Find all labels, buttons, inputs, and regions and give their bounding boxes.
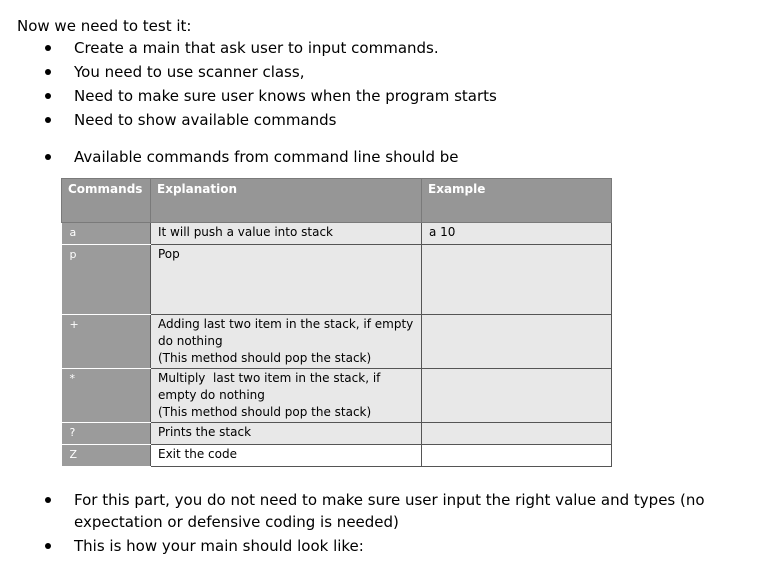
explanation-cell	[151, 445, 422, 467]
explanation-cell	[151, 369, 422, 423]
explanation-line: Adding last two item in the stack, if empty	[158, 317, 414, 331]
bullet-icon	[45, 497, 51, 503]
example-cell	[422, 369, 612, 423]
bullet-icon	[45, 543, 51, 549]
explanation-line: Prints the stack	[158, 425, 252, 439]
requirements-list	[0, 36, 497, 132]
explanation-line: It will push a value into stack	[158, 225, 334, 239]
explanation-line: Pop	[158, 247, 180, 261]
intro-text: Now we need to test it:	[17, 17, 192, 35]
list-item-text: Need to make sure user knows when the program starts	[74, 87, 497, 105]
list-item	[0, 36, 497, 60]
explanation-line: empty do nothing	[158, 388, 265, 402]
table-row	[62, 445, 612, 467]
example-cell	[422, 315, 612, 369]
command-cell: +	[62, 315, 151, 369]
list-item	[0, 489, 754, 533]
table-row	[62, 369, 612, 423]
explanation-cell	[151, 245, 422, 315]
list-item	[0, 60, 497, 84]
table-row	[62, 223, 612, 245]
list-item	[0, 108, 497, 132]
example-cell	[422, 245, 612, 315]
explanation-line: do nothing	[158, 334, 223, 348]
list-item-text: Available commands from command line should be	[74, 148, 459, 166]
list-item-text: For this part, you do not need to make sure user input the right value and types (no expectation or defensive coding is needed)	[74, 491, 705, 531]
table-header-row	[62, 179, 612, 223]
explanation-line: (This method should pop the stack)	[158, 351, 372, 365]
list-item	[0, 535, 754, 557]
bullet-icon	[45, 69, 51, 75]
bullet-icon	[45, 117, 51, 123]
list-item	[0, 84, 497, 108]
list-item-text: Need to show available commands	[74, 111, 337, 129]
commands-table	[61, 178, 612, 467]
table-row	[62, 315, 612, 369]
list-item	[0, 145, 458, 169]
command-cell: *	[62, 369, 151, 423]
explanation-cell	[151, 315, 422, 369]
table-row	[62, 245, 612, 315]
available-commands-list	[0, 145, 458, 169]
explanation-line: (This method should pop the stack)	[158, 405, 372, 419]
list-item-text: You need to use scanner class,	[74, 63, 305, 81]
explanation-line: Multiply last two item in the stack, if	[158, 371, 381, 385]
example-cell	[422, 423, 612, 445]
list-item-text: Create a main that ask user to input commands.	[74, 39, 439, 57]
header-explanation: Explanation	[151, 179, 422, 223]
bullet-icon	[45, 45, 51, 51]
example-cell	[422, 445, 612, 467]
bullet-icon	[45, 93, 51, 99]
header-commands: Commands	[62, 179, 151, 223]
command-cell: ?	[62, 423, 151, 445]
command-cell: a	[62, 223, 151, 245]
explanation-line: Exit the code	[158, 447, 237, 461]
explanation-cell	[151, 423, 422, 445]
command-cell: Z	[62, 445, 151, 467]
bullet-icon	[45, 154, 51, 160]
table-row	[62, 423, 612, 445]
list-item-text: This is how your main should look like:	[74, 537, 364, 555]
command-cell: p	[62, 245, 151, 315]
explanation-cell	[151, 223, 422, 245]
notes-list	[0, 489, 754, 557]
example-cell: a 10	[422, 223, 612, 245]
header-example: Example	[422, 179, 612, 223]
